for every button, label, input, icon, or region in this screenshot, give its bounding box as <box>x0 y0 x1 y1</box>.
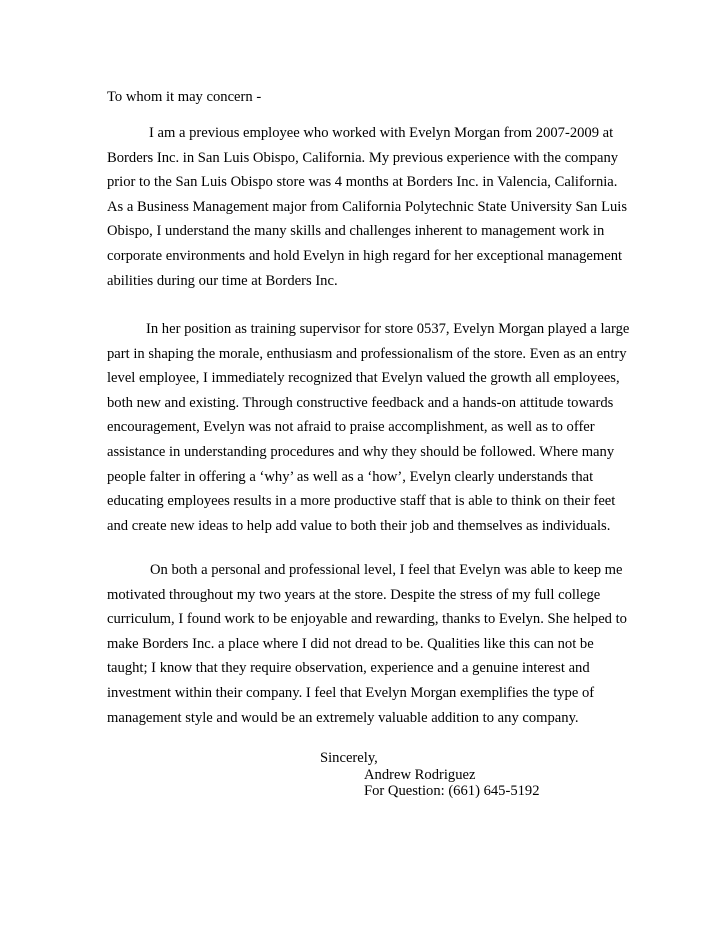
valediction: Sincerely, <box>320 750 378 766</box>
paragraph-line: prior to the San Luis Obispo store was 4 months at Borders Inc. in Valencia, California. <box>107 174 618 191</box>
paragraph-line: corporate environments and hold Evelyn in high regard for her exceptional management <box>107 247 623 264</box>
paragraph-line: assistance in understanding procedures and why they should be followed. Where many <box>107 443 615 460</box>
paragraph-line: motivated throughout my two years at the store. Despite the stress of my full college <box>107 586 601 603</box>
paragraph-line: part in shaping the morale, enthusiasm and professionalism of the store. Even as an entry <box>107 345 627 362</box>
letter-closing <box>320 750 540 800</box>
paragraph-line: abilities during our time at Borders Inc. <box>107 272 338 289</box>
paragraph-line: On both a personal and professional level, I feel that Evelyn was able to keep me <box>150 562 623 578</box>
paragraph-line: taught; I know that they require observation, experience and a genuine interest and <box>107 660 590 677</box>
letter-greeting: To whom it may concern - <box>107 89 262 105</box>
paragraph-line: Borders Inc. in San Luis Obispo, California. My previous experience with the company <box>107 149 619 166</box>
paragraph-line: people falter in offering a ‘why’ as well as a ‘how’, Evelyn clearly understands that <box>107 468 594 485</box>
paragraph-line: management style and would be an extremely valuable addition to any company. <box>107 709 579 726</box>
paragraph-line: In her position as training supervisor for store 0537, Evelyn Morgan played a large <box>146 321 630 337</box>
paragraph-line: and create new ideas to help add value to both their job and themselves as individuals. <box>107 517 611 534</box>
signer-name: Andrew Rodriguez <box>364 766 476 783</box>
letter-paragraph-2 <box>107 317 630 538</box>
paragraph-line: curriculum, I found work to be enjoyable and rewarding, thanks to Evelyn. She helped to <box>107 611 627 628</box>
paragraph-line: As a Business Management major from California Polytechnic State University San Luis <box>107 198 628 215</box>
paragraph-line: level employee, I immediately recognized that Evelyn valued the growth all employees, <box>107 370 620 387</box>
paragraph-line: encouragement, Evelyn was not afraid to praise accomplishment, as well as to offer <box>107 419 595 436</box>
paragraph-line: investment within their company. I feel that Evelyn Morgan exemplifies the type of <box>107 684 595 701</box>
letter-paragraph-1 <box>107 121 627 293</box>
paragraph-line: make Borders Inc. a place where I did not dread to be. Qualities like this can not be <box>107 635 594 652</box>
paragraph-line: educating employees results in a more productive staff that is able to think on their feet <box>107 493 616 510</box>
letter-paragraph-3 <box>107 558 627 730</box>
paragraph-line: Obispo, I understand the many skills and challenges inherent to management work in <box>107 223 605 240</box>
contact-line: For Question: (661) 645-5192 <box>364 783 540 799</box>
paragraph-line: both new and existing. Through constructive feedback and a hands-on attitude towards <box>107 394 614 411</box>
paragraph-line: I am a previous employee who worked with Evelyn Morgan from 2007-2009 at <box>149 125 614 141</box>
